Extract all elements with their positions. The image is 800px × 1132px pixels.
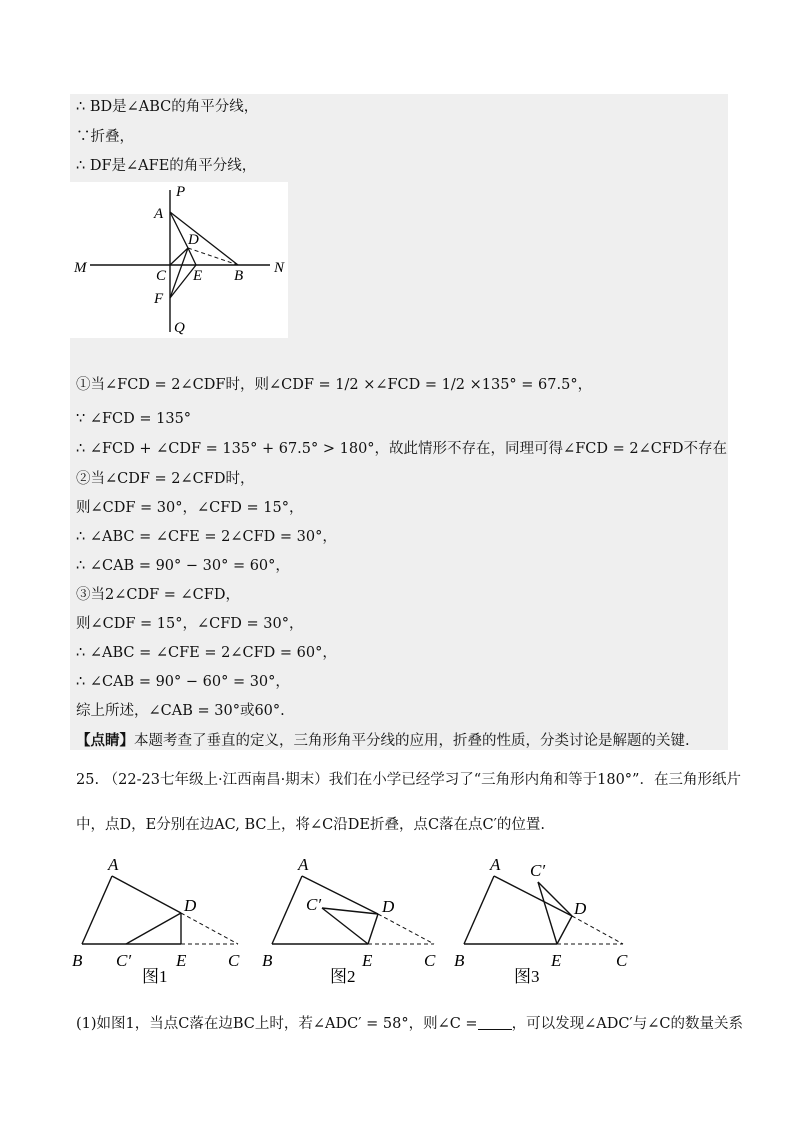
fig3-label-E: E — [551, 951, 562, 970]
solution-line-2: ∵折叠， — [76, 129, 134, 145]
fig3-label-A: A — [490, 855, 501, 874]
fig2-label-B: B — [262, 951, 273, 970]
fig1-label-C: C — [228, 951, 240, 970]
fig3-label-B: B — [454, 951, 465, 970]
solution-line-7: ②当∠CDF = 2∠CFD时， — [76, 471, 255, 487]
solution-line-10: ∴ ∠CAB = 90° − 30° = 60°， — [76, 558, 290, 574]
fig3-label-C: C — [616, 951, 628, 970]
part1-tail: ，可以发现∠ADC′与∠C的数量关系 — [511, 1016, 743, 1032]
fig2-label-A: A — [298, 855, 309, 874]
question-part-1 — [76, 1012, 743, 1033]
fig1-label-Cp: C′ — [116, 951, 132, 970]
label-N: N — [274, 260, 285, 276]
fig1-caption: 图1 — [142, 967, 168, 986]
solution-line-15: 综上所述，∠CAB = 30°或60°. — [76, 703, 285, 719]
question-line1-text: 我们在小学已经学习了“三角形内角和等于180°”．在三角形纸片 — [328, 772, 741, 788]
comment-line — [76, 732, 690, 750]
solution-line-3: ∴ DF是∠AFE的角平分线， — [76, 158, 257, 174]
question-line-1 — [76, 768, 741, 789]
solution-line-8: 则∠CDF = 30°，∠CFD = 15°， — [76, 500, 304, 516]
label-E: E — [193, 268, 203, 284]
question-source: （22-23七年级上·江西南昌·期末） — [103, 772, 329, 788]
fig1-label-D: D — [184, 896, 197, 915]
solution-line-11: ③当2∠CDF = ∠CFD， — [76, 587, 240, 603]
solution-line-14: ∴ ∠CAB = 90° − 60° = 30°， — [76, 674, 290, 690]
question-line-2: 中，点D，E分别在边AC, BC上，将∠C沿DE折叠，点C落在点C′的位置. — [76, 817, 546, 833]
label-M: M — [74, 260, 87, 276]
part1-text: (1)如图1，当点C落在边BC上时，若∠ADC′ = 58°，则∠C = — [76, 1016, 478, 1032]
fig2-label-E: E — [362, 951, 373, 970]
fig2-caption: 图2 — [330, 967, 356, 986]
fig2-label-C: C — [424, 951, 436, 970]
solution-line-6: ∴ ∠FCD + ∠CDF = 135° + 67.5° > 180°，故此情形不存在，同理可得∠FCD = 2∠CFD不存在 — [76, 441, 728, 457]
fig3-caption: 图3 — [514, 967, 540, 986]
label-P: P — [176, 184, 186, 200]
figure-3 — [454, 855, 628, 986]
label-F: F — [154, 291, 164, 307]
figure-2 — [262, 855, 436, 986]
solution-line-13: ∴ ∠ABC = ∠CFE = 2∠CFD = 60°， — [76, 645, 337, 661]
label-D: D — [188, 232, 199, 248]
solution-line-5: ∵ ∠FCD = 135° — [76, 411, 192, 427]
question-figures — [60, 848, 660, 988]
solution-line-1: ∴ BD是∠ABC的角平分线， — [76, 99, 259, 115]
answer-blank[interactable] — [478, 1015, 512, 1030]
label-Q: Q — [174, 320, 185, 336]
fig2-label-D: D — [382, 897, 395, 916]
comment-text: 本题考查了垂直的定义，三角形角平分线的应用，折叠的性质，分类讨论是解题的关键. — [134, 733, 690, 749]
question-number: 25. — [76, 772, 100, 788]
solution-line-4: ①当∠FCD = 2∠CDF时，则∠CDF = 1/2 ×∠FCD = 1/2 ×135° = 67.5°， — [76, 377, 593, 393]
solution-line-9: ∴ ∠ABC = ∠CFE = 2∠CFD = 30°， — [76, 529, 337, 545]
label-B: B — [234, 268, 244, 284]
label-A: A — [154, 206, 164, 222]
solution-figure — [70, 182, 288, 338]
figure-1 — [72, 855, 240, 986]
comment-tag: 【点睛】 — [76, 732, 134, 749]
solution-line-12: 则∠CDF = 15°，∠CFD = 30°， — [76, 616, 304, 632]
fig1-label-A: A — [108, 855, 119, 874]
fig1-label-E: E — [176, 951, 187, 970]
fig2-label-Cp: C′ — [306, 895, 322, 914]
fig1-label-B: B — [72, 951, 83, 970]
fig3-label-Cp: C′ — [530, 861, 546, 880]
label-C: C — [156, 268, 167, 284]
fig3-label-D: D — [574, 899, 587, 918]
